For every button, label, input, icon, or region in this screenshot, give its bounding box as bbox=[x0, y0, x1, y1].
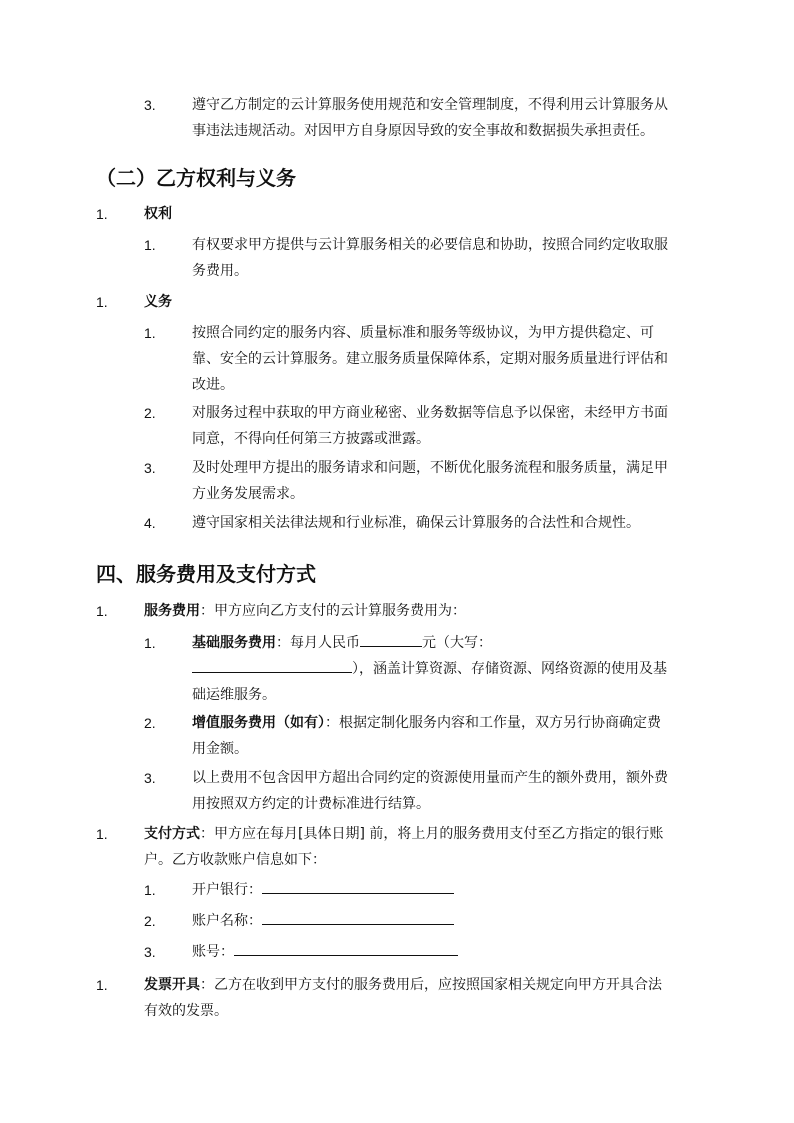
list-number: 1. bbox=[144, 882, 156, 898]
text-line bbox=[192, 656, 702, 682]
text-line bbox=[144, 972, 704, 998]
item-text: ），涵盖计算资源、存储资源、网络资源的使用及基 bbox=[352, 661, 667, 677]
list-item-text bbox=[192, 630, 702, 708]
text-line: 有效的发票。 bbox=[144, 1003, 228, 1019]
section-heading: （二）乙方权利与义务 bbox=[96, 166, 296, 190]
text-line: 础运维服务。 bbox=[192, 687, 276, 703]
text-line: 事违法违规活动。对因甲方自身原因导致的安全事故和数据损失承担责任。 bbox=[192, 123, 654, 139]
list-number: 2. bbox=[144, 913, 156, 929]
item-text: ：甲方应在每月[具体日期] 前，将上月的服务费用支付至乙方指定的银行账 bbox=[200, 826, 664, 842]
list-number: 1. bbox=[96, 206, 108, 222]
list-number: 3. bbox=[144, 944, 156, 960]
text-line: 用按照双方约定的计费标准进行结算。 bbox=[192, 796, 430, 812]
text-line: 同意，不得向任何第三方披露或泄露。 bbox=[192, 431, 430, 447]
text-line: 遵守国家相关法律法规和行业标准，确保云计算服务的合法性和合规性。 bbox=[192, 515, 640, 531]
text-line: 以上费用不包含因甲方超出合同约定的资源使用量而产生的额外费用，额外费 bbox=[192, 770, 668, 786]
list-number: 1. bbox=[96, 294, 108, 310]
list-item-text bbox=[192, 92, 702, 144]
item-text: 元（大写： bbox=[422, 635, 492, 651]
list-item-text bbox=[192, 765, 702, 817]
account-number-field bbox=[192, 939, 702, 965]
text-line: 有权要求甲方提供与云计算服务相关的必要信息和协助，按照合同约定收取服 bbox=[192, 237, 668, 253]
list-item-text bbox=[192, 400, 702, 452]
item-label: 增值服务费用（如有） bbox=[192, 715, 325, 731]
text-line bbox=[192, 710, 702, 736]
field-label: 账号： bbox=[192, 944, 234, 960]
list-number: 1. bbox=[96, 826, 108, 842]
account-name-field bbox=[192, 908, 702, 934]
list-number: 4. bbox=[144, 515, 156, 531]
list-item-text bbox=[192, 320, 702, 398]
list-number: 1. bbox=[96, 603, 108, 619]
list-number: 1. bbox=[144, 237, 156, 253]
text-line: 务费用。 bbox=[192, 263, 248, 279]
item-text: ：每月人民币 bbox=[276, 635, 360, 651]
item-text: ：乙方在收到甲方支付的服务费用后，应按照国家相关规定向甲方开具合法 bbox=[200, 977, 662, 993]
list-number: 2. bbox=[144, 405, 156, 421]
text-line: 用金额。 bbox=[192, 741, 248, 757]
list-item-text bbox=[192, 510, 702, 536]
text-line: 遵守乙方制定的云计算服务使用规范和安全管理制度，不得利用云计算服务从 bbox=[192, 97, 668, 113]
field-label: 开户银行： bbox=[192, 882, 262, 898]
list-number: 1. bbox=[96, 977, 108, 993]
subsection-label: 义务 bbox=[144, 294, 172, 310]
text-line bbox=[192, 630, 702, 656]
account-number-blank[interactable] bbox=[234, 939, 458, 956]
subsection-label: 权利 bbox=[144, 206, 172, 222]
bank-name-field bbox=[192, 877, 702, 903]
item-label: 基础服务费用 bbox=[192, 635, 276, 651]
list-number: 3. bbox=[144, 460, 156, 476]
item-label: 支付方式 bbox=[144, 826, 200, 842]
list-number: 1. bbox=[144, 325, 156, 341]
item-label: 服务费用 bbox=[144, 603, 200, 619]
item-text: ：甲方应向乙方支付的云计算服务费用为： bbox=[200, 603, 466, 619]
text-line bbox=[144, 821, 704, 847]
text-line: 户。乙方收款账户信息如下： bbox=[144, 852, 326, 868]
list-number: 2. bbox=[144, 715, 156, 731]
list-item-text bbox=[144, 821, 704, 873]
list-item-text bbox=[144, 598, 704, 624]
list-item-text bbox=[192, 455, 702, 507]
item-text: ：根据定制化服务内容和工作量，双方另行协商确定费 bbox=[325, 715, 661, 731]
text-line: 对服务过程中获取的甲方商业秘密、业务数据等信息予以保密，未经甲方书面 bbox=[192, 405, 668, 421]
text-line: 方业务发展需求。 bbox=[192, 486, 304, 502]
text-line: 按照合同约定的服务内容、质量标准和服务等级协议，为甲方提供稳定、可 bbox=[192, 325, 654, 341]
amount-blank[interactable] bbox=[360, 630, 422, 647]
list-number: 1. bbox=[144, 635, 156, 651]
list-item-text bbox=[192, 710, 702, 762]
item-label: 发票开具 bbox=[144, 977, 200, 993]
list-number: 3. bbox=[144, 97, 156, 113]
amount-words-blank[interactable] bbox=[192, 656, 352, 673]
account-name-blank[interactable] bbox=[262, 908, 454, 925]
list-item-text bbox=[192, 232, 702, 284]
bank-name-blank[interactable] bbox=[262, 877, 454, 894]
text-line: 改进。 bbox=[192, 377, 234, 393]
text-line: 靠、安全的云计算服务。建立服务质量保障体系，定期对服务质量进行评估和 bbox=[192, 351, 668, 367]
list-item-text bbox=[144, 972, 704, 1024]
text-line: 及时处理甲方提出的服务请求和问题，不断优化服务流程和服务质量，满足甲 bbox=[192, 460, 668, 476]
field-label: 账户名称： bbox=[192, 913, 262, 929]
list-number: 3. bbox=[144, 770, 156, 786]
section-heading: 四、服务费用及支付方式 bbox=[96, 562, 316, 586]
